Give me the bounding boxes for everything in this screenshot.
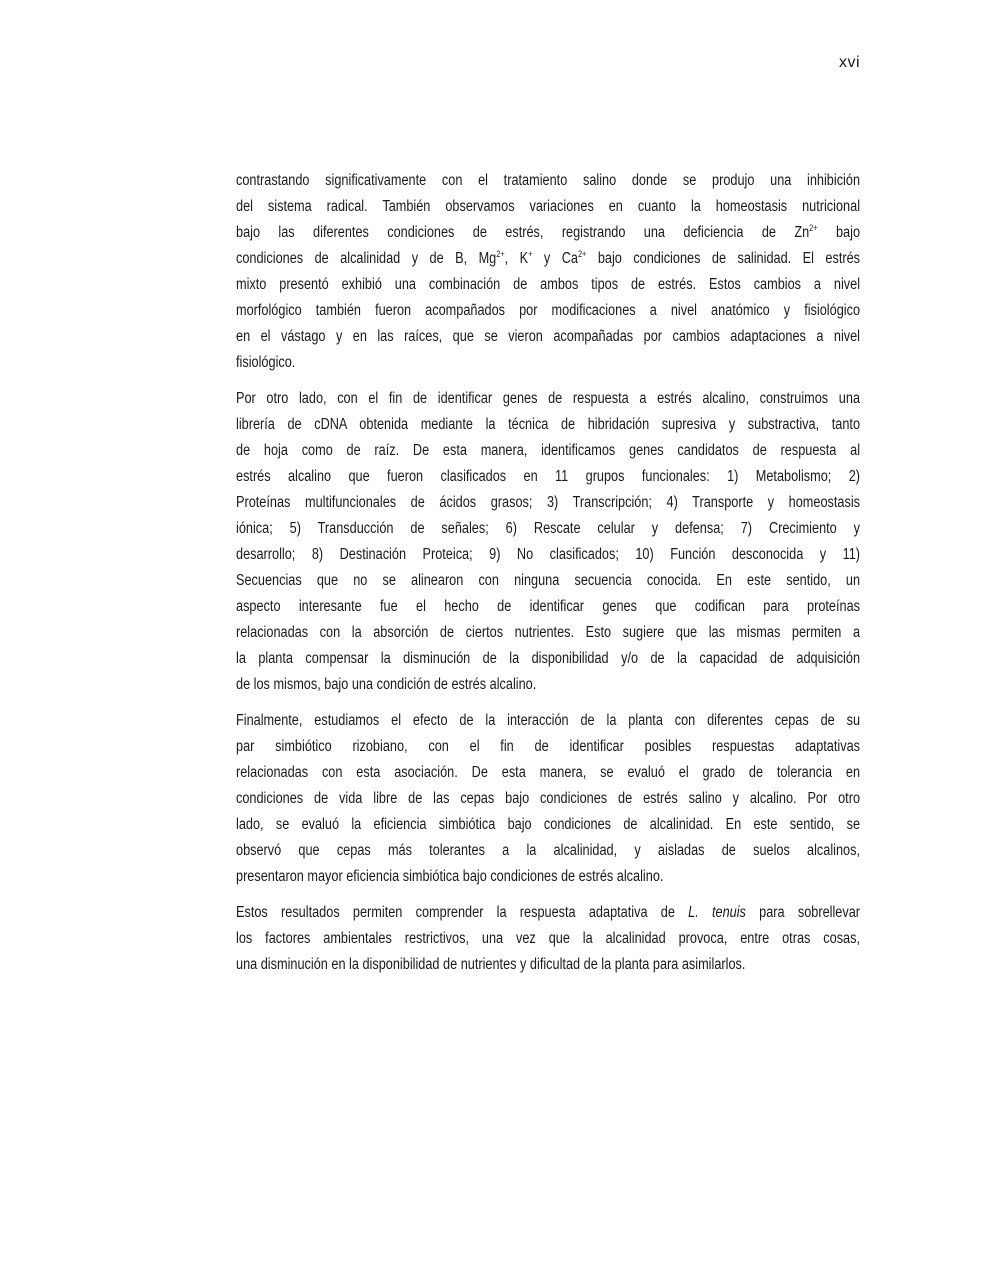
text-line: Proteínas multifuncionales de ácidos grasos; 3) Transcripción; 4) Transporte y homeostasis — [236, 494, 861, 511]
text-line — [236, 900, 860, 926]
paragraph-4 — [236, 900, 860, 978]
text-line: relacionadas con la absorción de ciertos nutrientes. Esto sugiere que las mismas permiten a — [236, 624, 861, 641]
text-span: bajo las diferentes condiciones de estrés, registrando una deficiencia de Zn — [236, 224, 810, 241]
text-line: de los mismos, bajo una condición de estrés alcalino. — [236, 676, 537, 693]
text-line: par simbiótico rizobiano, con el fin de identificar posibles respuestas adaptativas — [236, 738, 861, 755]
text-line: presentaron mayor eficiencia simbiótica bajo condiciones de estrés alcalino. — [236, 868, 664, 885]
text-span: bajo condiciones de salinidad. El estrés — [586, 250, 861, 267]
species-name: L. tenuis — [688, 904, 746, 921]
text-line: mixto presentó exhibió una combinación de ambos tipos de estrés. Estos cambios a nivel — [236, 276, 861, 293]
text-line: condiciones de vida libre de las cepas bajo condiciones de estrés salino y alcalino. Por otro — [236, 790, 861, 807]
page-number: xvi — [838, 54, 860, 71]
text-line: morfológico también fueron acompañados por modificaciones a nivel anatómico y fisiológico — [236, 302, 861, 319]
superscript: + — [528, 249, 533, 259]
text-span: bajo — [817, 224, 861, 241]
text-line: Secuencias que no se alinearon con ninguna secuencia conocida. En este sentido, un — [236, 572, 861, 589]
text-line: estrés alcalino que fueron clasificados en 11 grupos funcionales: 1) Metabolismo; 2) — [236, 468, 861, 485]
text-line — [236, 246, 860, 272]
text-span: , K — [504, 250, 529, 267]
text-line — [236, 220, 860, 246]
text-line: Finalmente, estudiamos el efecto de la interacción de la planta con diferentes cepas de su — [236, 712, 861, 729]
paragraph-2 — [236, 386, 860, 698]
superscript: 2+ — [809, 223, 818, 233]
text-line: librería de cDNA obtenida mediante la técnica de hibridación supresiva y substractiva, tanto — [236, 416, 861, 433]
text-span: Estos resultados permiten comprender la respuesta adaptativa de — [236, 904, 689, 921]
text-line: Por otro lado, con el fin de identificar genes de respuesta a estrés alcalino, construimos una — [236, 390, 861, 407]
paragraph-1 — [236, 168, 860, 376]
text-line: la planta compensar la disminución de la disponibilidad y/o de la capacidad de adquisición — [236, 650, 861, 667]
text-line: en el vástago y en las raíces, que se vieron acompañadas por cambios adaptaciones a nivel — [236, 328, 861, 345]
text-line: una disminución en la disponibilidad de nutrientes y dificultad de la planta para asimilarlos. — [236, 956, 746, 973]
text-span: condiciones de alcalinidad y de B, Mg — [236, 250, 497, 267]
superscript: 2+ — [496, 249, 505, 259]
text-line: observó que cepas más tolerantes a la alcalinidad, y aisladas de suelos alcalinos, — [236, 842, 861, 859]
text-line: de hoja como de raíz. De esta manera, identificamos genes candidatos de respuesta al — [236, 442, 861, 459]
text-line: desarrollo; 8) Destinación Proteica; 9) No clasificados; 10) Función desconocida y 11) — [236, 546, 861, 563]
text-line: fisiológico. — [236, 354, 296, 371]
superscript: 2+ — [577, 249, 587, 259]
text-line: iónica; 5) Transducción de señales; 6) Rescate celular y defensa; 7) Crecimiento y — [236, 520, 861, 537]
text-span: para sobrellevar — [745, 904, 861, 921]
text-line: del sistema radical. También observamos variaciones en cuanto la homeostasis nutricional — [236, 198, 861, 215]
text-line: los factores ambientales restrictivos, una vez que la alcalinidad provoca, entre otras cosas, — [236, 930, 861, 947]
text-line: contrastando significativamente con el tratamiento salino donde se produjo una inhibición — [236, 172, 861, 189]
text-line: relacionadas con esta asociación. De esta manera, se evaluó el grado de tolerancia en — [236, 764, 861, 781]
paragraph-3 — [236, 708, 860, 890]
text-line: lado, se evaluó la eficiencia simbiótica bajo condiciones de alcalinidad. En este sentido, se — [236, 816, 861, 833]
document-body — [236, 168, 860, 988]
text-span: y Ca — [532, 250, 578, 267]
text-line: aspecto interesante fue el hecho de identificar genes que codifican para proteínas — [236, 598, 861, 615]
